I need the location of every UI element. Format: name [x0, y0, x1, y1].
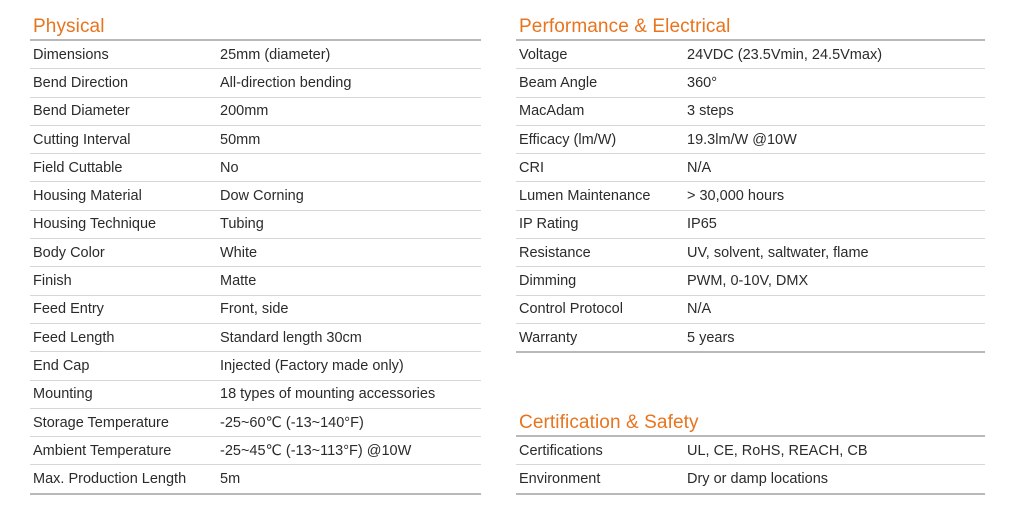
spec-label: Control Protocol	[516, 295, 684, 323]
performance-spec-row	[516, 69, 985, 97]
physical-spec-row	[30, 97, 481, 125]
spec-value: > 30,000 hours	[684, 182, 985, 210]
physical-spec-row	[30, 437, 481, 465]
spec-value: 5m	[217, 465, 481, 494]
spec-value: 25mm (diameter)	[217, 41, 481, 69]
spec-label: Voltage	[516, 41, 684, 69]
spec-label: Storage Temperature	[30, 408, 217, 436]
physical-spec-row	[30, 380, 481, 408]
certification-section	[516, 411, 985, 495]
performance-spec-row	[516, 154, 985, 182]
spec-value: Front, side	[217, 295, 481, 323]
spec-label: Resistance	[516, 239, 684, 267]
spec-label: CRI	[516, 154, 684, 182]
performance-spec-table	[516, 41, 985, 353]
performance-title: Performance & Electrical	[519, 16, 731, 37]
physical-spec-row	[30, 69, 481, 97]
spec-label: Field Cuttable	[30, 154, 217, 182]
spec-value: -25~45℃ (-13~113°F) @10W	[217, 437, 481, 465]
spec-value: All-direction bending	[217, 69, 481, 97]
spec-label: Bend Direction	[30, 69, 217, 97]
physical-spec-row	[30, 408, 481, 436]
spec-value: UL, CE, RoHS, REACH, CB	[684, 437, 985, 465]
spec-value: Standard length 30cm	[217, 323, 481, 351]
spec-label: Body Color	[30, 239, 217, 267]
spec-label: Housing Technique	[30, 210, 217, 238]
spec-label: Housing Material	[30, 182, 217, 210]
performance-spec-row	[516, 295, 985, 323]
performance-spec-row	[516, 182, 985, 210]
spec-value: 50mm	[217, 125, 481, 153]
spec-label: Dimming	[516, 267, 684, 295]
physical-spec-row	[30, 352, 481, 380]
certification-spec-row	[516, 437, 985, 465]
physical-section	[30, 15, 481, 495]
spec-label: End Cap	[30, 352, 217, 380]
physical-spec-row	[30, 465, 481, 494]
spec-value: No	[217, 154, 481, 182]
physical-spec-row	[30, 125, 481, 153]
physical-spec-row	[30, 41, 481, 69]
spec-value: 200mm	[217, 97, 481, 125]
certification-title: Certification & Safety	[519, 412, 699, 433]
performance-spec-row	[516, 125, 985, 153]
spec-value: Dow Corning	[217, 182, 481, 210]
spec-label: Environment	[516, 465, 684, 494]
physical-spec-row	[30, 295, 481, 323]
spec-value: IP65	[684, 210, 985, 238]
physical-spec-table	[30, 41, 481, 495]
certification-spec-row	[516, 465, 985, 494]
spec-label: Efficacy (lm/W)	[516, 125, 684, 153]
spec-label: Max. Production Length	[30, 465, 217, 494]
performance-spec-row	[516, 267, 985, 295]
physical-spec-row	[30, 239, 481, 267]
physical-spec-row	[30, 210, 481, 238]
spec-value: Dry or damp locations	[684, 465, 985, 494]
spec-value: White	[217, 239, 481, 267]
spec-value: N/A	[684, 295, 985, 323]
spec-value: PWM, 0-10V, DMX	[684, 267, 985, 295]
spec-label: Mounting	[30, 380, 217, 408]
spec-value: 24VDC (23.5Vmin, 24.5Vmax)	[684, 41, 985, 69]
performance-spec-row	[516, 41, 985, 69]
performance-spec-row	[516, 210, 985, 238]
spec-value: 3 steps	[684, 97, 985, 125]
spec-value: Injected (Factory made only)	[217, 352, 481, 380]
physical-spec-row	[30, 182, 481, 210]
performance-spec-row	[516, 323, 985, 352]
spec-value: UV, solvent, saltwater, flame	[684, 239, 985, 267]
performance-section	[516, 15, 985, 353]
spec-label: IP Rating	[516, 210, 684, 238]
spec-label: Lumen Maintenance	[516, 182, 684, 210]
physical-title: Physical	[33, 16, 105, 37]
spec-value: Tubing	[217, 210, 481, 238]
spec-label: Dimensions	[30, 41, 217, 69]
performance-spec-row	[516, 239, 985, 267]
spec-value: 19.3lm/W @10W	[684, 125, 985, 153]
spec-value: N/A	[684, 154, 985, 182]
spec-label: Warranty	[516, 323, 684, 352]
spec-value: 5 years	[684, 323, 985, 352]
spec-label: Finish	[30, 267, 217, 295]
performance-spec-row	[516, 97, 985, 125]
spec-label: Feed Length	[30, 323, 217, 351]
spec-value: 18 types of mounting accessories	[217, 380, 481, 408]
spec-label: MacAdam	[516, 97, 684, 125]
spec-label: Feed Entry	[30, 295, 217, 323]
spec-value: 360°	[684, 69, 985, 97]
spec-value: -25~60℃ (-13~140°F)	[217, 408, 481, 436]
spec-label: Certifications	[516, 437, 684, 465]
spec-label: Cutting Interval	[30, 125, 217, 153]
spec-label: Ambient Temperature	[30, 437, 217, 465]
certification-spec-table	[516, 437, 985, 495]
physical-spec-row	[30, 267, 481, 295]
spec-label: Beam Angle	[516, 69, 684, 97]
spec-label: Bend Diameter	[30, 97, 217, 125]
physical-spec-row	[30, 154, 481, 182]
physical-spec-row	[30, 323, 481, 351]
spec-value: Matte	[217, 267, 481, 295]
